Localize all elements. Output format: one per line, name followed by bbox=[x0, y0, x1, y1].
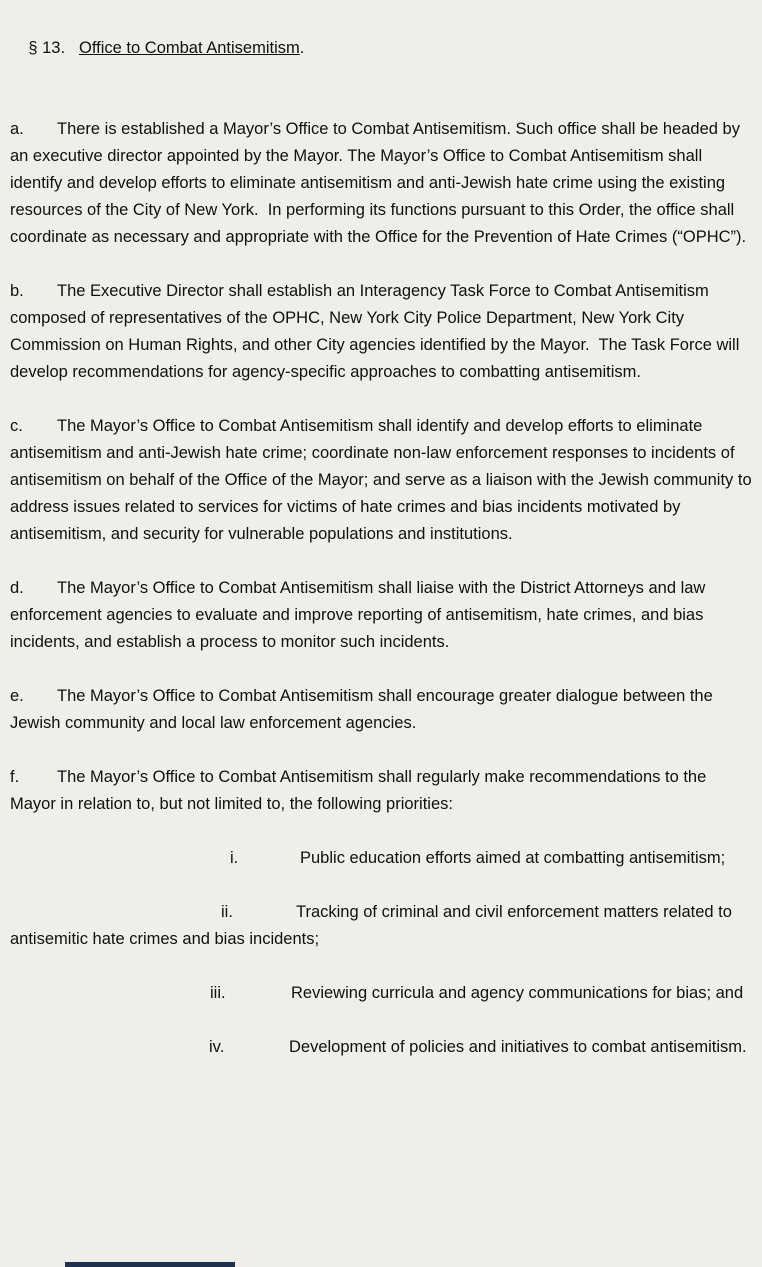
paragraph-e bbox=[10, 683, 752, 737]
subitem-text: Development of policies and initiatives to combat antisemitism. bbox=[289, 1038, 747, 1056]
paragraph-f bbox=[10, 764, 752, 818]
subitem-numeral: iii. bbox=[210, 984, 226, 1002]
subitem-text: Public education efforts aimed at combatting antisemitism; bbox=[300, 849, 726, 867]
paragraph-label: d. bbox=[10, 579, 24, 597]
paragraph-b bbox=[10, 278, 752, 386]
paragraph-label: b. bbox=[10, 282, 24, 300]
section-title-period: . bbox=[299, 39, 305, 57]
subitem-i bbox=[10, 845, 752, 872]
subitem-text: Tracking of criminal and civil enforcement matters related to antisemitic hate crimes and bias incidents; bbox=[10, 903, 737, 948]
paragraph-label: e. bbox=[10, 687, 24, 705]
section-number: § 13. bbox=[28, 39, 66, 57]
paragraph-text: The Mayor’s Office to Combat Antisemitism shall encourage greater dialogue between the Jewish community and local law enforcement agencies. bbox=[10, 687, 718, 732]
paragraph-text: There is established a Mayor’s Office to Combat Antisemitism. Such office shall be headed by an executive director appointed by the Mayor. The Mayor’s Office to Combat Antisemitism shall identify and develop efforts to eliminate antisemitism and anti-Jewish hate crime using the existing resources of the City of New York. In performing its functions pursuant to this Order, the office shall coordinate as necessary and appropriate with the Office for the Prevention of Hate Crimes (“OPHC”). bbox=[10, 120, 747, 246]
paragraph-a bbox=[10, 116, 752, 251]
subitem-iv bbox=[10, 1034, 752, 1061]
paragraph-c bbox=[10, 413, 757, 548]
paragraph-label: f. bbox=[10, 768, 20, 786]
subitem-iii bbox=[10, 980, 752, 1007]
paragraph-text: The Mayor’s Office to Combat Antisemitism shall identify and develop efforts to eliminate antisemitism and anti-Jewish hate crime; coordinate non-law enforcement responses to incidents of antisemitism on behalf of the Office of the Mayor; and serve as a liaison with the Jewish community to address issues related to services for victims of hate crimes and bias incidents motivated by antisemitism, and security for vulnerable populations and institutions. bbox=[10, 417, 757, 543]
paragraph-label: a. bbox=[10, 120, 24, 138]
section-heading bbox=[10, 8, 752, 89]
subitem-ii bbox=[10, 899, 752, 953]
cutoff-element-bar bbox=[65, 1262, 235, 1267]
paragraph-d bbox=[10, 575, 752, 656]
subitem-numeral: i. bbox=[230, 849, 239, 867]
subitem-numeral: iv. bbox=[209, 1038, 225, 1056]
paragraph-text: The Mayor’s Office to Combat Antisemitism shall regularly make recommendations to the Mayor in relation to, but not limited to, the following priorities: bbox=[10, 768, 711, 813]
subitem-numeral: ii. bbox=[221, 903, 233, 921]
section-title: Office to Combat Antisemitism bbox=[79, 39, 300, 57]
paragraph-text: The Mayor’s Office to Combat Antisemitism shall liaise with the District Attorneys and law enforcement agencies to evaluate and improve reporting of antisemitism, hate crimes, and bias incidents, and establish a process to monitor such incidents. bbox=[10, 579, 710, 651]
paragraph-label: c. bbox=[10, 417, 23, 435]
paragraph-text: The Executive Director shall establish an Interagency Task Force to Combat Antisemitism composed of representatives of the OPHC, New York City Police Department, New York City Commission on Human Rights, and other City agencies identified by the Mayor. The Task Force will develop recommendations for agency-specific approaches to combatting antisemitism. bbox=[10, 282, 744, 381]
subitem-text: Reviewing curricula and agency communications for bias; and bbox=[291, 984, 744, 1002]
